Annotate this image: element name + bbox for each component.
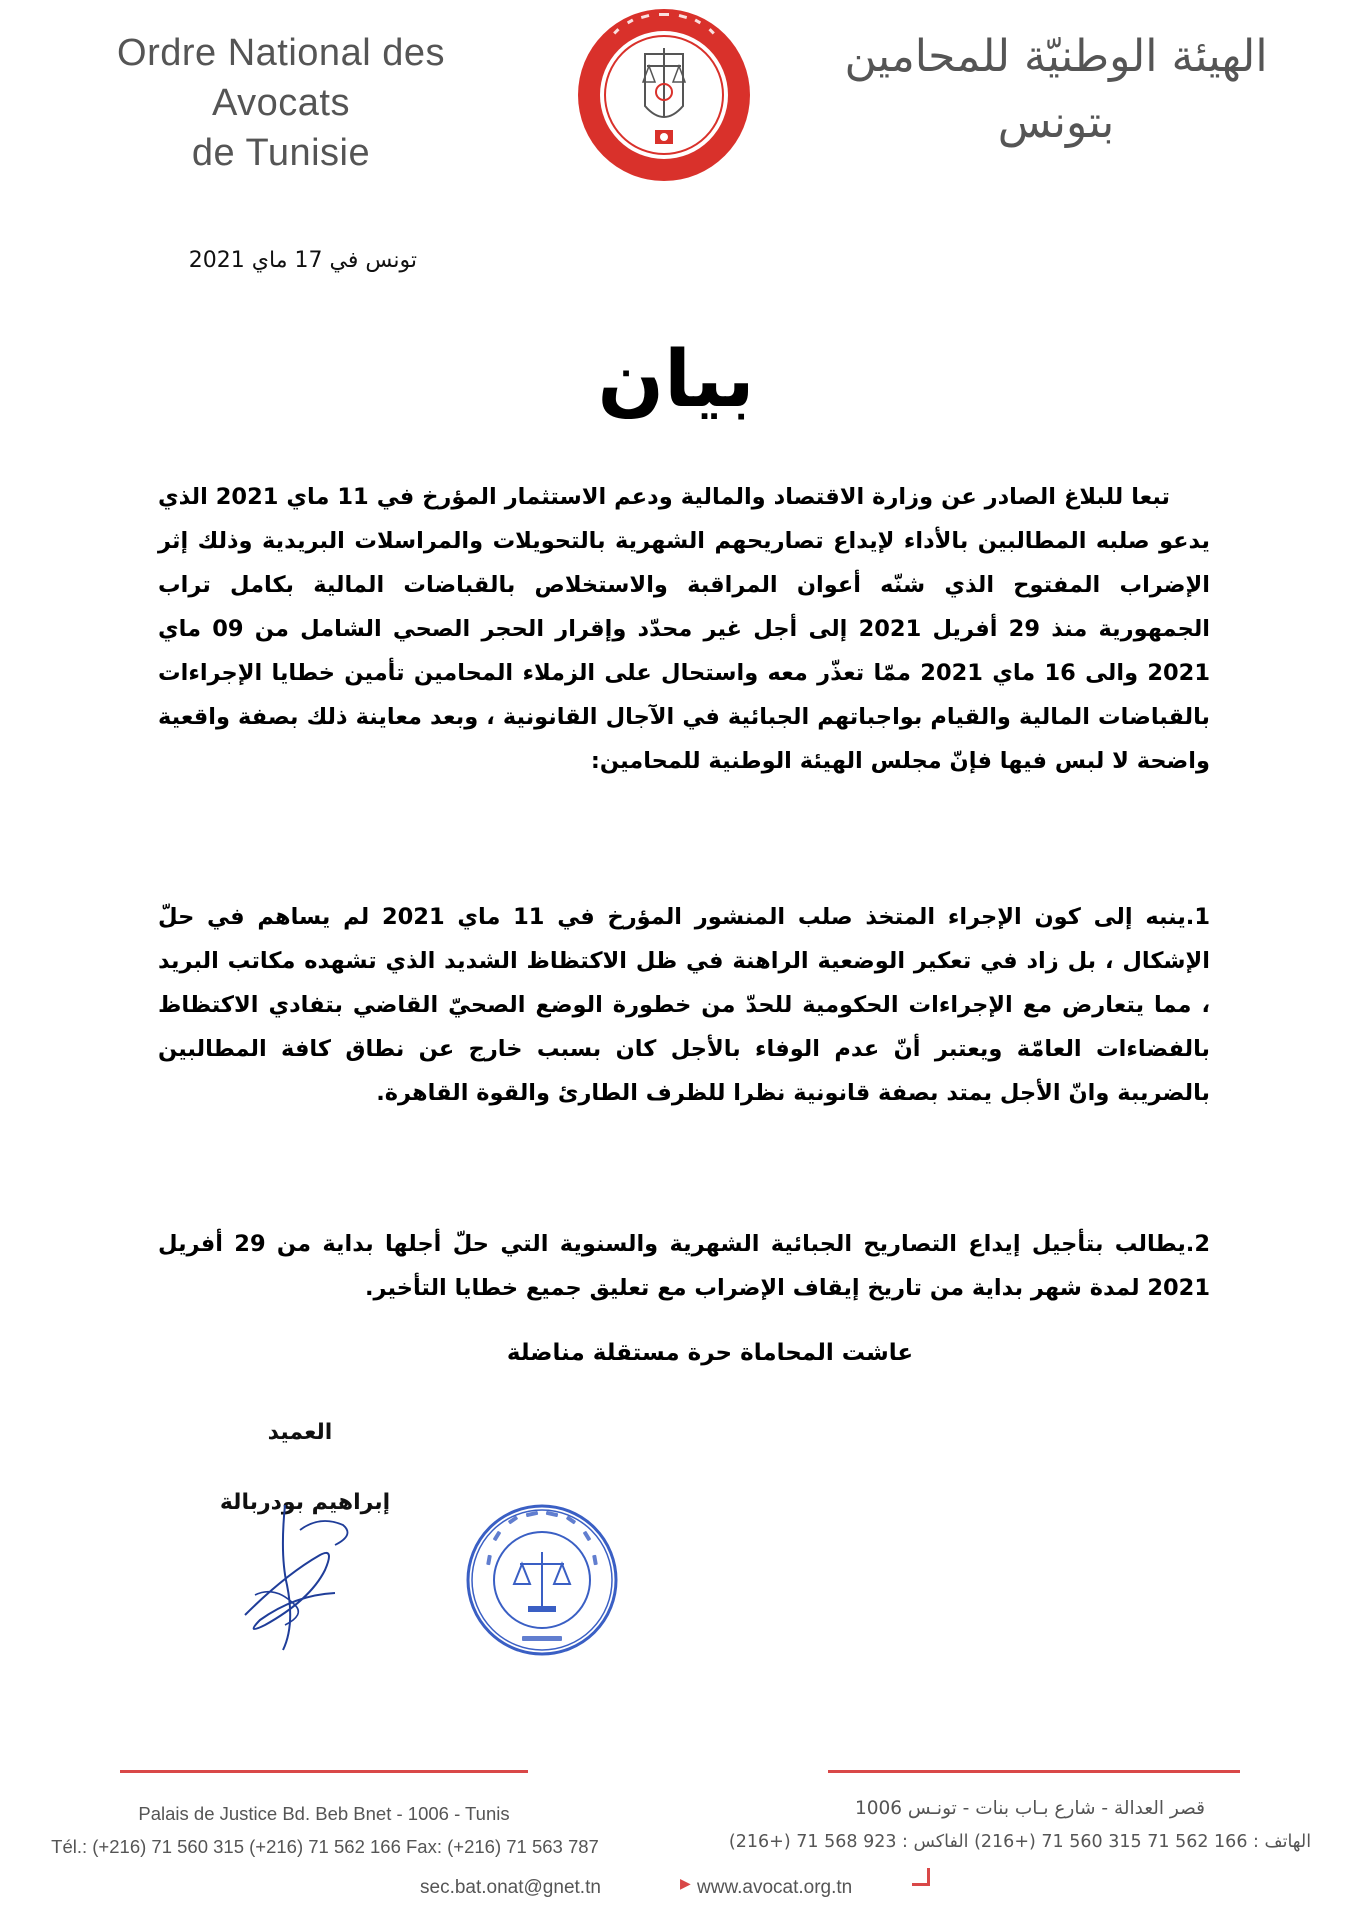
paragraph-intro: تبعا للبلاغ الصادر عن وزارة الاقتصاد والمالية ودعم الاستثمار المؤرخ في 11 ماي 2021 الذي يدعو صلبه المطالبين بالأداء لإيداع تصاريحهم الشهرية بالتحويلات والمراسلات البريدية وذلك إثر الإضراب المفتوح الذي شنّه أعوان المراقبة والاستخلاص بالقباضات المالية بكامل تراب الجمهورية منذ 29 أفريل 2021 إلى أجل غير محدّد وإقرار الحجر الصحي الشامل من 09 ماي 2021 والى 16 ماي 2021 ممّا تعذّر معه واستحال على الزملاء المحامين تأمين خطايا الإجراءات بالقباضات المالية والقيام بواجباتهم الجبائية في الآجال القانونية ، وبعد معاينة ذلك بصفة واقعية واضحة لا لبس فيها فإنّ مجلس الهيئة الوطنية للمحامين: [158, 484, 1211, 774]
dean-title: العميد [267, 1420, 333, 1445]
paragraph-point-2: 2.يطالب بتأجيل إيداع التصاريح الجبائية الشهرية والسنوية التي حلّ أجلها بداية من 29 أفريل 2021 لمدة شهر بداية من تاريخ إيقاف الإضراب مع تعليق جميع خطايا التأخير. [158, 1231, 1211, 1301]
corner-mark-icon [912, 1868, 930, 1886]
header-french-line1: Ordre National des Avocats [117, 32, 445, 124]
footer-phone-french: Tél.: (+216) 71 560 315 (+216) 71 562 166 Fax: (+216) 71 563 787 [51, 1836, 599, 1857]
document-title: بيان [597, 335, 755, 425]
header-arabic-line2: بتونس [997, 97, 1115, 148]
document-date: تونس في 17 ماي 2021 [188, 248, 417, 273]
header-french-line2: de Tunisie [191, 132, 371, 174]
closing-motto: عاشت المحاماة حرة مستقلة مناضلة [506, 1340, 914, 1366]
footer-divider-left [120, 1770, 528, 1773]
footer-email: sec.bat.onat@gnet.tn [420, 1877, 601, 1898]
footer-phone-arabic: الهاتف : 166 562 71 315 560 71 (+216) الفاكس : 923 568 71 (+216) [728, 1832, 1312, 1852]
paragraph-point-1: 1.ينبه إلى كون الإجراء المتخذ صلب المنشور المؤرخ في 11 ماي 2021 لم يساهم في حلّ الإشكال ، بل زاد في تعكير الوضعية الراهنة في ظل الاكتظاظ الشديد الذي تشهده مكاتب البريد ، مما يتعارض مع الإجراءات الحكومية للحدّ من خطورة الوضع الصحيّ القاضي بتفادي الاكتظاظ بالفضاءات العامّة ويعتبر أنّ عدم الوفاء بالأجل كان بسبب خارج عن نطاق كافة المطالبين بالضريبة وانّ الأجل يمتد بصفة قانونية نظرا للظرف الطارئ والقوة القاهرة. [158, 904, 1210, 1106]
footer-divider-right [828, 1770, 1240, 1773]
official-stamp-seal [462, 1500, 622, 1660]
footer-website: www.avocat.org.tn [697, 1877, 853, 1898]
header-french [46, 28, 516, 178]
bar-association-logo [575, 6, 753, 184]
header-arabic-line1: الهيئة الوطنيّة للمحامين [844, 31, 1268, 82]
arrow-right-icon: ▶ [680, 1876, 691, 1892]
footer-address-french: Palais de Justice Bd. Beb Bnet - 1006 - Tunis [138, 1803, 510, 1824]
handwritten-signature [225, 1475, 375, 1665]
footer-address-arabic: قصر العدالة - شارع بـاب بنات - تونـس 1006 [854, 1798, 1206, 1819]
header-arabic [806, 24, 1306, 156]
dean-name: إبراهيم بودربالة [219, 1490, 391, 1515]
